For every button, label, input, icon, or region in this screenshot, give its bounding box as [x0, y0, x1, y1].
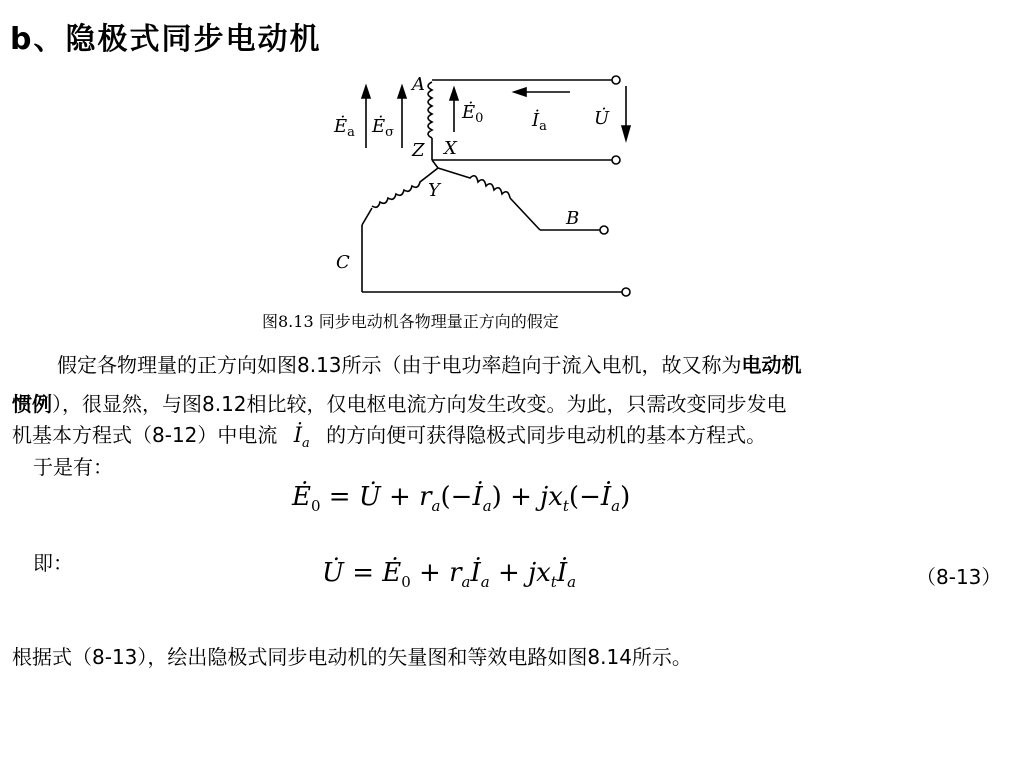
label-Ea: $Ė_a$ [334, 116, 355, 140]
term-motor-convention: 电动机 [741, 353, 802, 377]
label-Ia: $İ_a$ [532, 110, 547, 134]
label-E0: $Ė_0$ [462, 102, 484, 126]
paragraph-2: 根据式（8-13），绘出隐极式同步电动机的矢量图和等效电路如图8.14所示。 [12, 645, 692, 669]
paragraph-line-3: 机基本方程式（8-12）中电流 $İ_a$ 的方向便可获得隐极式同步电动机的基本方程式。 [12, 423, 767, 452]
yushi-label: 于是有： [33, 455, 113, 479]
ji-label: 即： [33, 551, 73, 575]
inline-current-symbol: $İ_a$ [293, 423, 310, 452]
figure-caption: 图8.13 同步电动机各物理量正方向的假定 [262, 312, 559, 331]
label-C: C [336, 252, 350, 273]
label-Esigma: $Ė_\sigma$ [372, 116, 395, 140]
label-Y: Y [428, 180, 440, 201]
circuit-figure [320, 70, 640, 310]
label-B: B [566, 208, 580, 229]
label-Z: Z [412, 140, 425, 161]
label-X: X [444, 138, 457, 159]
equation-number: （8-13） [916, 565, 1002, 589]
equation-1: $Ė_0$ = U̇ + $r_a(-İ_a)$ + $jx_t(-İ_a)$ [292, 482, 631, 515]
label-A: A [412, 74, 425, 95]
equation-2: U̇ = $Ė_0$ + $r_aİ_a$ + $jx_tİ_a$ [322, 558, 577, 591]
page-title: b、隐极式同步电动机 [10, 22, 322, 57]
label-U: U̇ [594, 108, 610, 129]
paragraph-line-1: 假定各物理量的正方向如图8.13所示（由于电功率趋向于流入电机，故又称为电动机 [57, 353, 802, 377]
paragraph-line-2: 惯例），很显然，与图8.12相比较，仅电枢电流方向发生改变。为此，只需改变同步发电 [12, 392, 787, 416]
